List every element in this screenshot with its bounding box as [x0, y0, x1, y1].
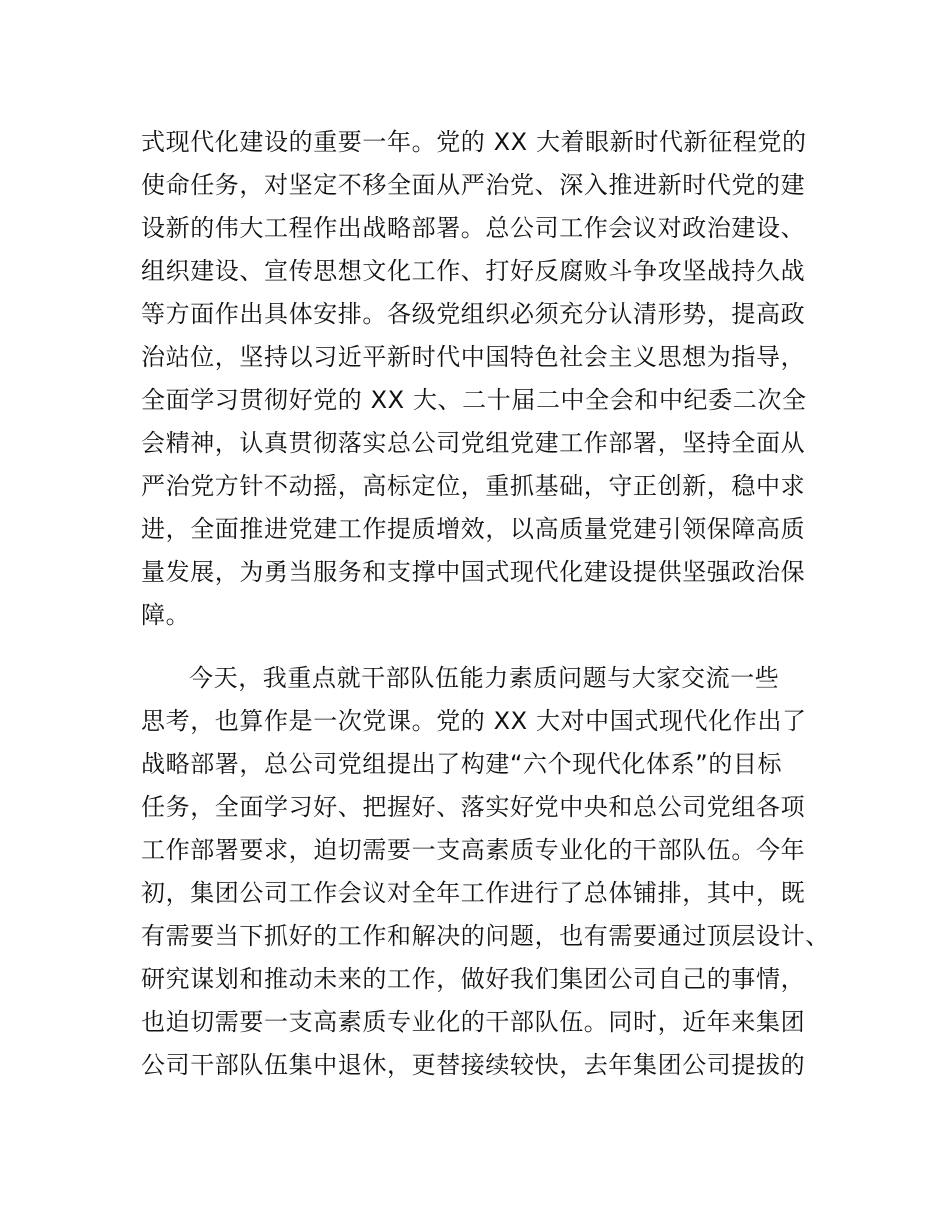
text-line: 治站位，坚持以习近平新时代中国特色社会主义思想为指导，	[141, 343, 806, 371]
text-line: 量发展，为勇当服务和支撑中国式现代化建设提供坚强政治保	[141, 558, 806, 586]
text-line: 式现代化建设的重要一年。党的 XX 大着眼新时代新征程党的	[141, 128, 807, 156]
text-line: 严治党方针不动摇，高标定位，重抓基础，守正创新，稳中求	[141, 472, 806, 500]
text-line: 进，全面推进党建工作提质增效，以高质量党建引领保障高质	[141, 515, 806, 543]
text-line: 全面学习贯彻好党的 XX 大、二十届二中全会和中纪委二次全	[141, 386, 807, 414]
text-line: 会精神，认真贯彻落实总公司党组党建工作部署，坚持全面从	[141, 429, 806, 457]
text-line: 也迫切需要一支高素质专业化的干部队伍。同时，近年来集团	[141, 1008, 806, 1036]
text-line: 工作部署要求，迫切需要一支高素质专业化的干部队伍。今年	[141, 836, 806, 864]
text-line: 任务，全面学习好、把握好、落实好党中央和总公司党组各项	[141, 793, 806, 821]
text-line: 使命任务，对坚定不移全面从严治党、深入推进新时代党的建	[141, 171, 806, 199]
text-line: 组织建设、宣传思想文化工作、打好反腐败斗争攻坚战持久战	[141, 257, 806, 285]
text-line: 初，集团公司工作会议对全年工作进行了总体铺排，其中，既	[141, 879, 806, 907]
text-line: 等方面作出具体安排。各级党组织必须充分认清形势，提高政	[141, 300, 806, 328]
text-line: 研究谋划和推动未来的工作，做好我们集团公司自己的事情，	[141, 965, 806, 993]
text-line: 有需要当下抓好的工作和解决的问题，也有需要通过顶层设计、	[141, 922, 830, 950]
text-line: 今天，我重点就干部队伍能力素质问题与大家交流一些	[189, 664, 780, 692]
text-line: 思考，也算作是一次党课。党的 XX 大对中国式现代化作出了	[141, 707, 807, 735]
text-line: 设新的伟大工程作出战略部署。总公司工作会议对政治建设、	[141, 214, 806, 242]
text-line: 障。	[141, 601, 191, 629]
text-line: 战略部署，总公司党组提出了构建“六个现代化体系”的目标	[141, 750, 783, 778]
text-line: 公司干部队伍集中退休，更替接续较快，去年集团公司提拔的	[141, 1051, 806, 1079]
